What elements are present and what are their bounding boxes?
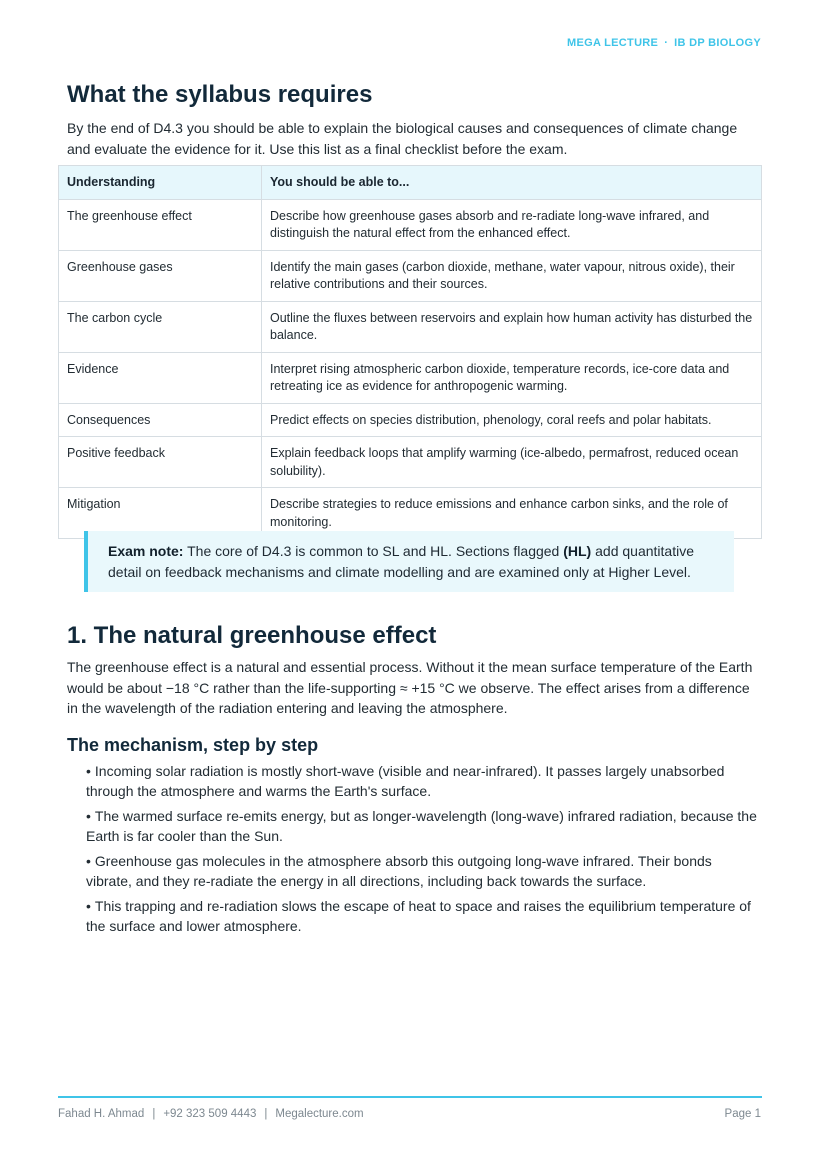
- table-header-understanding: Understanding: [59, 166, 262, 200]
- table-cell-topic: The carbon cycle: [59, 301, 262, 352]
- table-row: [59, 437, 762, 488]
- syllabus-title: What the syllabus requires: [67, 81, 373, 108]
- mechanism-list: [67, 761, 761, 937]
- table-row: [59, 403, 762, 437]
- table-cell-objective: Explain feedback loops that amplify warming (ice-albedo, permafrost, reduced ocean solubility).: [262, 437, 762, 488]
- exam-note-hl-flag: (HL): [563, 543, 592, 559]
- table-cell-objective: Identify the main gases (carbon dioxide, methane, water vapour, nitrous oxide), their relative contributions and their sources.: [262, 250, 762, 301]
- brand-subject: IB DP BIOLOGY: [674, 37, 761, 49]
- bullet-icon: •: [86, 897, 91, 914]
- table-cell-topic: Positive feedback: [59, 437, 262, 488]
- footer-divider: [58, 1096, 762, 1098]
- table-cell-objective: Outline the fluxes between reservoirs and explain how human activity has disturbed the balance.: [262, 301, 762, 352]
- section-greenhouse: [67, 621, 761, 941]
- table-cell-objective: Describe strategies to reduce emissions and enhance carbon sinks, and the role of monitoring.: [262, 488, 762, 539]
- section-subheading: The mechanism, step by step: [67, 734, 319, 755]
- table-cell-topic: Greenhouse gases: [59, 250, 262, 301]
- footer-author: Fahad H. Ahmad: [58, 1108, 145, 1120]
- table-row: [59, 301, 762, 352]
- footer-website: Megalecture.com: [275, 1108, 364, 1120]
- table-cell-topic: Mitigation: [59, 488, 262, 539]
- list-item: [86, 851, 761, 892]
- table-row: [59, 352, 762, 403]
- list-item: [86, 761, 761, 802]
- footer-pipe: |: [264, 1108, 268, 1120]
- table-row: [59, 250, 762, 301]
- exam-note-text-after: add quantitative detail on feedback mechanisms and climate modelling and are examined only at Higher Level.: [108, 543, 694, 580]
- list-item-text: This trapping and re-radiation slows the escape of heat to space and raises the equilibrium temperature of the surface and lower atmosphere.: [86, 897, 751, 934]
- requirements-table: [58, 165, 762, 539]
- footer-contact: [58, 1108, 364, 1120]
- list-item-text: Incoming solar radiation is mostly short-wave (visible and near-infrared). It passes largely unabsorbed through the atmosphere and warms the Earth's surface.: [86, 762, 725, 799]
- footer-pipe: |: [152, 1108, 156, 1120]
- table-cell-objective: Predict effects on species distribution, phenology, coral reefs and polar habitats.: [262, 403, 762, 437]
- table-cell-objective: Interpret rising atmospheric carbon dioxide, temperature records, ice-core data and retreating ice as evidence for anthropogenic warming.: [262, 352, 762, 403]
- table-cell-topic: The greenhouse effect: [59, 199, 262, 250]
- list-item-text: Greenhouse gas molecules in the atmosphere absorb this outgoing long-wave infrared. Their bonds vibrate, and they re-radiate the energy in all directions, including back towards the surface.: [86, 852, 712, 889]
- exam-note-callout: [84, 531, 734, 592]
- list-item-text: The warmed surface re-emits energy, but as longer-wavelength (long-wave) infrared radiation, because the Earth is far cooler than the Sun.: [86, 807, 757, 844]
- bullet-icon: •: [86, 852, 91, 869]
- syllabus-section: [67, 80, 761, 159]
- syllabus-intro: By the end of D4.3 you should be able to explain the biological causes and consequences of climate change and evaluate the evidence for it. Use this list as a final checklist before the exam.: [67, 120, 738, 157]
- page-number: Page 1: [724, 1108, 761, 1120]
- bullet-icon: •: [86, 762, 91, 779]
- exam-note-label: Exam note:: [108, 543, 184, 559]
- table-cell-topic: Evidence: [59, 352, 262, 403]
- table-cell-objective: Describe how greenhouse gases absorb and re-radiate long-wave infrared, and distinguish the natural effect from the enhanced effect.: [262, 199, 762, 250]
- table-row: [59, 199, 762, 250]
- list-item: [86, 806, 761, 847]
- section-paragraph: The greenhouse effect is a natural and essential process. Without it the mean surface temperature of the Earth would be about −18 °C rather than the life-supporting ≈ +15 °C we observe. The effect arises from a difference in the wavelength of the radiation entering and leaving the atmosphere.: [67, 659, 753, 716]
- table-cell-topic: Consequences: [59, 403, 262, 437]
- table-header-row: [59, 166, 762, 200]
- footer-phone: +92 323 509 4443: [163, 1108, 257, 1120]
- section-title: 1. The natural greenhouse effect: [67, 622, 437, 649]
- exam-note-text-before: The core of D4.3 is common to SL and HL. Sections flagged: [183, 543, 564, 559]
- header-brand: [567, 37, 761, 49]
- brand-name: MEGA LECTURE: [567, 37, 659, 49]
- brand-separator: ·: [664, 37, 669, 49]
- table-header-able-to: You should be able to...: [262, 166, 762, 200]
- bullet-icon: •: [86, 807, 91, 824]
- list-item: [86, 896, 761, 937]
